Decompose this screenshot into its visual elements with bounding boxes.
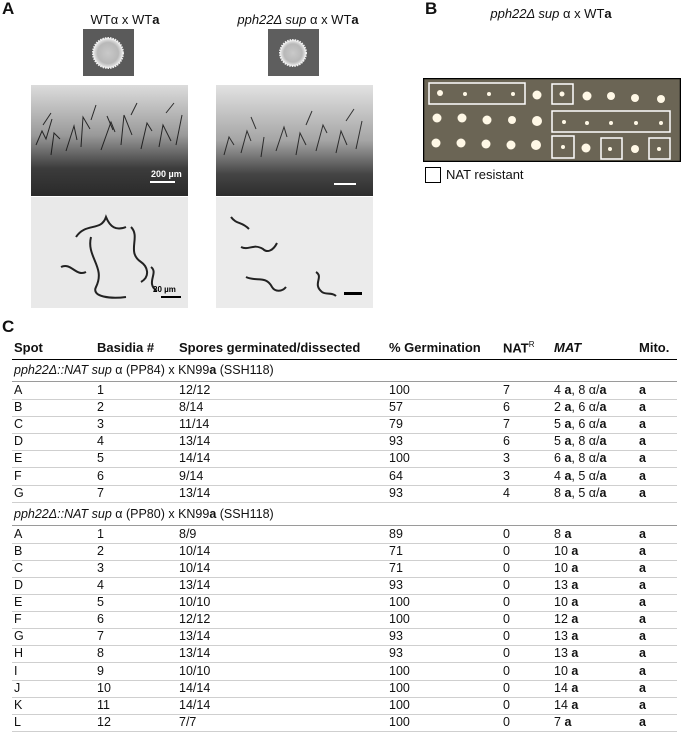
cell-spot: J bbox=[14, 680, 21, 695]
cell-germination: 93 bbox=[389, 646, 403, 661]
cell-spores: 14/14 bbox=[179, 451, 211, 466]
mutant-hyphae-micrograph bbox=[216, 85, 373, 196]
cell-nat: 0 bbox=[503, 578, 510, 592]
cell-spores: 12/12 bbox=[179, 612, 211, 627]
svg-text:20 µm: 20 µm bbox=[153, 285, 176, 294]
table-row bbox=[12, 526, 677, 544]
cell-germination: 79 bbox=[389, 417, 403, 432]
cell-spores: 10/10 bbox=[179, 663, 211, 678]
cell-germination: 93 bbox=[389, 629, 403, 644]
cell-germination: 57 bbox=[389, 400, 403, 415]
cell-spot: D bbox=[14, 578, 24, 592]
cell-basidia: 4 bbox=[97, 434, 104, 449]
col-header-nat: $NAT^R$ bbox=[503, 340, 535, 356]
cell-mat: 10 a bbox=[554, 560, 579, 575]
cell-mat: 2 a, 6 α/a bbox=[554, 400, 607, 415]
cell-spot: K bbox=[14, 697, 23, 712]
cell-spot: A bbox=[14, 383, 23, 397]
cell-mat: 8 a bbox=[554, 526, 572, 541]
cell-spores: 8/9 bbox=[179, 526, 197, 541]
cell-germination: 100 bbox=[389, 714, 410, 729]
cell-mat: 7 a bbox=[554, 714, 572, 729]
cell-spores: 12/12 bbox=[179, 383, 211, 397]
cell-germination: 100 bbox=[389, 680, 410, 695]
cell-nat: 0 bbox=[503, 697, 510, 712]
cell-mito: a bbox=[639, 400, 646, 415]
table-row bbox=[12, 382, 677, 400]
cell-nat: 0 bbox=[503, 663, 510, 678]
cell-basidia: 10 bbox=[97, 680, 111, 695]
cell-mat: 10 a bbox=[554, 595, 579, 610]
cell-mito: a bbox=[639, 629, 646, 644]
cell-spores: 10/14 bbox=[179, 560, 211, 575]
cell-spores: 10/14 bbox=[179, 543, 211, 558]
cell-mito: a bbox=[639, 663, 646, 678]
cell-mito: a bbox=[639, 526, 646, 541]
table-row bbox=[12, 628, 677, 646]
nat-resistant-legend-label: NAT resistant bbox=[446, 167, 524, 182]
tetrad-dissection-plate bbox=[423, 78, 681, 162]
group-title-pp80: pph22Δ::NAT sup α (PP80) x KN99a (SSH118) bbox=[12, 505, 677, 526]
cell-germination: 93 bbox=[389, 485, 403, 500]
cell-spores: 13/14 bbox=[179, 434, 211, 449]
cell-spot: F bbox=[14, 468, 22, 483]
cell-germination: 71 bbox=[389, 560, 403, 575]
cell-spores: 8/14 bbox=[179, 400, 204, 415]
cell-mat: 13 a bbox=[554, 578, 579, 592]
table-row bbox=[12, 611, 677, 629]
cell-mat: 13 a bbox=[554, 646, 579, 661]
cell-mat: 6 a, 8 α/a bbox=[554, 451, 607, 466]
cell-germination: 100 bbox=[389, 383, 410, 397]
cell-spores: 14/14 bbox=[179, 697, 211, 712]
cell-basidia: 1 bbox=[97, 383, 104, 397]
cell-spores: 13/14 bbox=[179, 646, 211, 661]
table-row bbox=[12, 416, 677, 434]
cell-germination: 93 bbox=[389, 434, 403, 449]
cell-spot: L bbox=[14, 714, 21, 729]
cell-mito: a bbox=[639, 560, 646, 575]
cell-germination: 100 bbox=[389, 612, 410, 627]
cell-spot: G bbox=[14, 485, 24, 500]
cell-germination: 89 bbox=[389, 526, 403, 541]
cell-mito: a bbox=[639, 468, 646, 483]
cell-germination: 64 bbox=[389, 468, 403, 483]
cell-spot: D bbox=[14, 434, 24, 449]
cell-spot: C bbox=[14, 417, 24, 432]
cell-mat: 12 a bbox=[554, 612, 579, 627]
table-row bbox=[12, 714, 677, 732]
header-rule bbox=[12, 359, 677, 360]
table-row bbox=[12, 663, 677, 681]
table-row bbox=[12, 560, 677, 578]
cell-mat: 14 a bbox=[554, 697, 579, 712]
cell-spot: G bbox=[14, 629, 24, 644]
col-header-spot: Spot bbox=[14, 340, 43, 355]
table-row bbox=[12, 594, 677, 612]
panel-a-col1-title: WTα x WTa bbox=[90, 12, 160, 27]
cell-basidia: 6 bbox=[97, 468, 104, 483]
table-row bbox=[12, 697, 677, 715]
cell-mito: a bbox=[639, 417, 646, 432]
table-row bbox=[12, 680, 677, 698]
cell-basidia: 5 bbox=[97, 595, 104, 610]
cell-basidia: 2 bbox=[97, 400, 104, 415]
cell-mat: 10 a bbox=[554, 663, 579, 678]
cell-germination: 71 bbox=[389, 543, 403, 558]
cell-nat: 0 bbox=[503, 714, 510, 729]
cell-nat: 7 bbox=[503, 417, 510, 432]
table-row bbox=[12, 577, 677, 595]
table-row bbox=[12, 485, 677, 503]
cell-spores: 14/14 bbox=[179, 680, 211, 695]
cell-nat: 7 bbox=[503, 383, 510, 397]
cell-mito: a bbox=[639, 595, 646, 610]
cell-spores: 13/14 bbox=[179, 629, 211, 644]
cell-mito: a bbox=[639, 646, 646, 661]
cell-spores: 10/10 bbox=[179, 595, 211, 610]
cell-nat: 6 bbox=[503, 434, 510, 449]
wt-hyphae-closeup bbox=[31, 197, 188, 308]
cell-basidia: 3 bbox=[97, 417, 104, 432]
cell-mat: 4 a, 5 α/a bbox=[554, 468, 607, 483]
cell-nat: 6 bbox=[503, 400, 510, 415]
wt-hyphae-micrograph bbox=[31, 85, 188, 196]
cell-basidia: 4 bbox=[97, 578, 104, 592]
cell-basidia: 6 bbox=[97, 612, 104, 627]
group-title-pp84: pph22Δ::NAT sup α (PP84) x KN99a (SSH118) bbox=[12, 361, 677, 382]
cell-spot: B bbox=[14, 543, 23, 558]
cell-mat: 5 a, 6 α/a bbox=[554, 417, 607, 432]
table-row bbox=[12, 450, 677, 468]
col-header-spores: Spores germinated/dissected bbox=[179, 340, 361, 355]
cell-nat: 0 bbox=[503, 612, 510, 627]
nat-resistant-legend-swatch bbox=[425, 167, 441, 183]
col-header-basidia: Basidia # bbox=[97, 340, 155, 355]
cell-spot: F bbox=[14, 612, 22, 627]
cell-spores: 13/14 bbox=[179, 485, 211, 500]
cell-germination: 100 bbox=[389, 697, 410, 712]
cell-basidia: 7 bbox=[97, 629, 104, 644]
cell-nat: 0 bbox=[503, 646, 510, 661]
cell-basidia: 8 bbox=[97, 646, 104, 661]
cell-mito: a bbox=[639, 578, 646, 592]
cell-nat: 0 bbox=[503, 680, 510, 695]
mutant-hyphae-closeup bbox=[216, 197, 373, 308]
cell-mito: a bbox=[639, 612, 646, 627]
cell-germination: 100 bbox=[389, 451, 410, 466]
table-row bbox=[12, 433, 677, 451]
cell-spot: A bbox=[14, 526, 23, 541]
cell-mat: 14 a bbox=[554, 680, 579, 695]
cell-nat: 0 bbox=[503, 526, 510, 541]
panel-label-c: C bbox=[2, 317, 15, 336]
mutant-colony-thumbnail bbox=[268, 29, 319, 76]
cell-basidia: 3 bbox=[97, 560, 104, 575]
cell-basidia: 12 bbox=[97, 714, 111, 729]
cell-spores: 11/14 bbox=[179, 417, 210, 432]
cell-spot: E bbox=[14, 595, 23, 610]
cell-mat: 5 a, 8 α/a bbox=[554, 434, 607, 449]
wt-colony-thumbnail bbox=[83, 29, 134, 76]
table-row bbox=[12, 543, 677, 561]
cell-mito: a bbox=[639, 383, 646, 397]
cell-spores: 7/7 bbox=[179, 714, 197, 729]
cell-basidia: 11 bbox=[97, 697, 110, 712]
cell-spot: I bbox=[14, 663, 18, 678]
panel-label-a: A bbox=[2, 0, 15, 18]
panel-label-b: B bbox=[425, 0, 438, 18]
cell-mat: 8 a, 5 α/a bbox=[554, 485, 607, 500]
cell-basidia: 1 bbox=[97, 526, 104, 541]
cell-spot: H bbox=[14, 646, 24, 661]
cell-mito: a bbox=[639, 714, 646, 729]
table-row bbox=[12, 468, 677, 486]
cell-mito: a bbox=[639, 543, 646, 558]
col-header-germination: % Germination bbox=[389, 340, 481, 355]
cell-germination: 93 bbox=[389, 578, 403, 592]
table-row bbox=[12, 399, 677, 417]
cell-spot: E bbox=[14, 451, 23, 466]
table-row bbox=[12, 645, 677, 663]
cell-nat: 4 bbox=[503, 485, 510, 500]
panel-a-col2-title: pph22Δ sup α x WTa bbox=[237, 12, 359, 27]
cell-mito: a bbox=[639, 680, 646, 695]
cell-mito: a bbox=[639, 485, 646, 500]
cell-nat: 0 bbox=[503, 543, 510, 558]
cell-nat: 3 bbox=[503, 468, 510, 483]
cell-mito: a bbox=[639, 451, 646, 466]
cell-nat: 3 bbox=[503, 451, 510, 466]
cell-nat: 0 bbox=[503, 629, 510, 644]
cell-basidia: 5 bbox=[97, 451, 104, 466]
cell-nat: 0 bbox=[503, 560, 510, 575]
col-header-mat: MAT bbox=[554, 340, 582, 355]
col-header-mito: Mito. bbox=[639, 340, 670, 355]
cell-basidia: 7 bbox=[97, 485, 104, 500]
cell-mat: 4 a, 8 α/a bbox=[554, 383, 607, 397]
cell-germination: 100 bbox=[389, 595, 410, 610]
cell-spot: B bbox=[14, 400, 23, 415]
cell-mat: 13 a bbox=[554, 629, 579, 644]
cell-basidia: 2 bbox=[97, 543, 104, 558]
svg-text:200 µm: 200 µm bbox=[151, 169, 182, 179]
cell-nat: 0 bbox=[503, 595, 510, 610]
cell-mito: a bbox=[639, 697, 646, 712]
cell-spot: C bbox=[14, 560, 24, 575]
cell-mito: a bbox=[639, 434, 646, 449]
cell-germination: 100 bbox=[389, 663, 410, 678]
cell-mat: 10 a bbox=[554, 543, 579, 558]
panel-b-plate-title: pph22Δ sup α x WTa bbox=[490, 6, 612, 21]
cell-spores: 9/14 bbox=[179, 468, 204, 483]
cell-basidia: 9 bbox=[97, 663, 104, 678]
cell-spores: 13/14 bbox=[179, 578, 211, 592]
